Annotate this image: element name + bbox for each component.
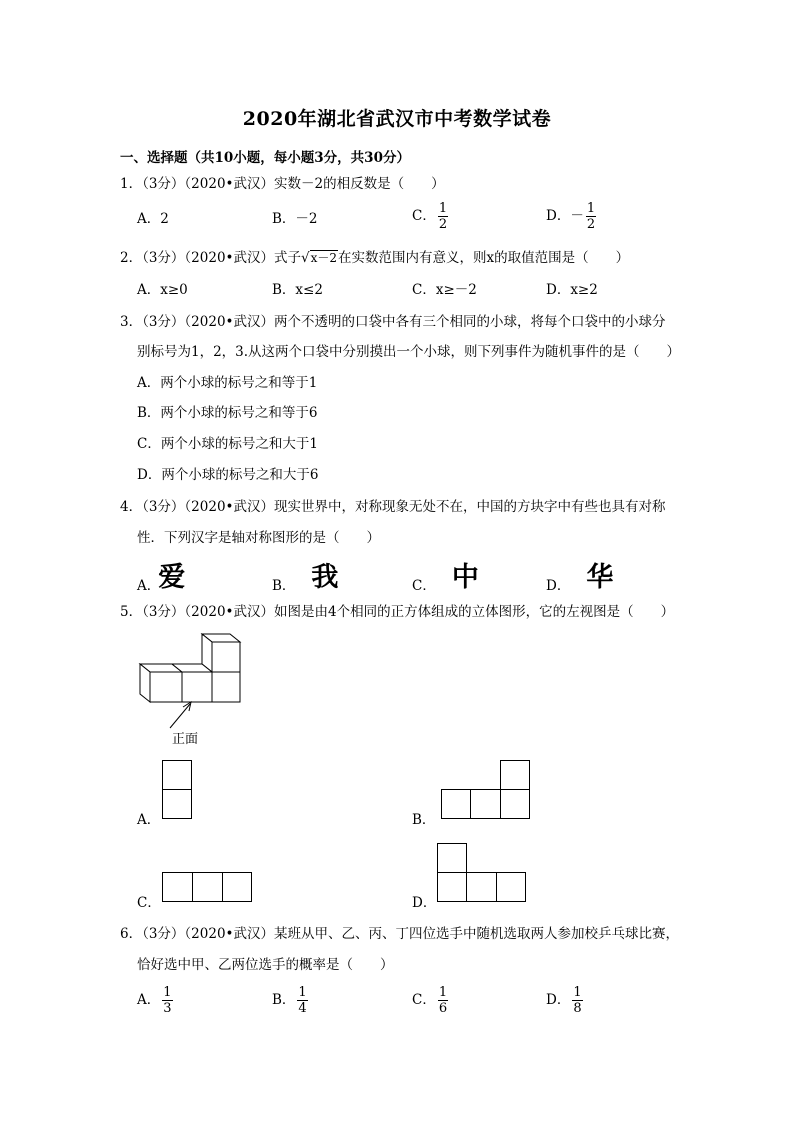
q6-option-a	[137, 985, 173, 1016]
section-heading: 一、选择题（共10小题，每小题3分，共30分）	[120, 150, 410, 166]
fraction-numerator: 1	[438, 985, 448, 1000]
view-square	[162, 760, 192, 790]
view-square	[222, 872, 252, 902]
fraction-numerator: 1	[438, 201, 448, 216]
sqrt-expression	[301, 248, 338, 268]
q1-option-c	[412, 201, 448, 232]
q6-option-a-fraction	[162, 985, 172, 1016]
q2-option-c: C．x≥－2	[412, 282, 477, 298]
page-title: 2020年湖北省武汉市中考数学试卷	[242, 108, 552, 130]
fraction-denominator: 4	[298, 1001, 307, 1016]
question-2-stem	[120, 248, 629, 268]
q6-option-d-label: D．	[546, 992, 571, 1008]
view-square	[500, 760, 530, 790]
question-4-stem-line-2: 性．下列汉字是轴对称图形的是（ ）	[137, 530, 380, 546]
question-1-stem: 1．（3分）（2020•武汉）实数－2的相反数是（ ）	[120, 176, 445, 192]
cube-front-face	[212, 642, 240, 672]
q3-option-d: D．两个小球的标号之和大于6	[137, 467, 319, 483]
q4-option-a-char: 爱	[158, 562, 186, 593]
q5-option-c: C．	[137, 895, 161, 911]
q4-option-d-label: D．	[546, 578, 571, 594]
fraction-denominator: 2	[586, 217, 596, 232]
question-3-stem-line-1: 3．（3分）（2020•武汉）两个不透明的口袋中各有三个相同的小球，将每个口袋中的小球分	[120, 314, 666, 330]
q4-option-d-char: 华	[586, 562, 614, 593]
front-label: 正面	[172, 732, 199, 747]
view-square	[500, 789, 530, 819]
view-square	[162, 872, 193, 902]
question-6-stem-line-2: 恰好选中甲、乙两位选手的概率是（ ）	[137, 957, 394, 973]
question-5-stem: 5．（3分）（2020•武汉）如图是由4个相同的正方体组成的立体图形，它的左视图是（ ）	[120, 604, 675, 620]
q3-option-a: A．两个小球的标号之和等于1	[137, 375, 318, 391]
q1-option-a: A．2	[137, 211, 169, 227]
view-square	[192, 872, 223, 902]
q4-option-a-label: A．	[137, 578, 161, 594]
q4-option-b-char: 我	[311, 562, 339, 593]
q4-option-b	[272, 562, 339, 596]
radicand: x－2	[310, 251, 338, 265]
q1-option-b: B．－2	[272, 211, 318, 227]
fraction-numerator: 1	[586, 201, 596, 216]
fraction-numerator: 1	[163, 985, 172, 1000]
fraction-denominator: 6	[438, 1001, 448, 1016]
fraction-numerator: 1	[298, 985, 307, 1000]
question-4-stem-line-1: 4．（3分）（2020•武汉）现实世界中，对称现象无处不在，中国的方块字中有些也具有对称	[120, 499, 666, 515]
arrowhead-icon	[183, 702, 191, 711]
q6-option-d	[546, 985, 583, 1016]
fraction-denominator: 8	[573, 1001, 582, 1016]
q6-option-c	[412, 985, 448, 1016]
cube-solid-figure	[130, 630, 250, 730]
q4-option-b-label: B．	[272, 578, 296, 594]
sqrt-sign-icon: √	[301, 250, 310, 266]
cube-front-face	[182, 672, 212, 702]
q4-option-a	[137, 562, 186, 596]
q1-option-c-fraction	[438, 201, 448, 232]
q5-option-b: B．	[412, 812, 436, 828]
view-square	[496, 872, 526, 902]
cube-front-face	[212, 672, 240, 702]
q3-option-c: C．两个小球的标号之和大于1	[137, 436, 318, 452]
q4-option-c	[412, 562, 479, 596]
q1-option-d-label: D．－	[546, 208, 584, 224]
q1-option-d	[546, 201, 596, 232]
fraction-denominator: 2	[438, 217, 448, 232]
view-square	[162, 789, 192, 819]
q4-option-c-char: 中	[451, 562, 479, 593]
q1-option-d-fraction	[586, 201, 596, 232]
q4-option-c-label: C．	[412, 578, 436, 594]
view-square	[437, 843, 467, 873]
q6-option-c-label: C．	[412, 992, 436, 1008]
q6-option-d-fraction	[572, 985, 582, 1016]
q2-stem-post: 在实数范围内有意义，则x的取值范围是（ ）	[338, 250, 630, 266]
q6-option-c-fraction	[438, 985, 448, 1016]
q2-option-d: D．x≥2	[546, 282, 598, 298]
q2-option-a: A．x≥0	[137, 282, 188, 298]
view-square	[466, 872, 497, 902]
question-6-stem-line-1: 6．（3分）（2020•武汉）某班从甲、乙、丙、丁四位选手中随机选取两人参加校乒乓球比赛，	[120, 926, 679, 942]
view-square	[470, 789, 501, 819]
question-3-stem-line-2: 别标号为1，2，3.从这两个口袋中分别摸出一个小球，则下列事件为随机事件的是（ ）	[137, 344, 681, 360]
view-square	[437, 872, 467, 902]
q5-option-d: D．	[412, 895, 437, 911]
arrow-icon	[170, 704, 190, 728]
q3-option-b: B．两个小球的标号之和等于6	[137, 405, 318, 421]
q6-option-b	[272, 985, 308, 1016]
view-square	[441, 789, 471, 819]
cube-front-face	[150, 672, 182, 702]
q4-option-d	[546, 562, 614, 596]
fraction-numerator: 1	[573, 985, 582, 1000]
q1-option-c-label: C．	[412, 208, 436, 224]
q2-stem-pre: 2．（3分）（2020•武汉）式子	[120, 250, 301, 266]
q2-option-b: B．x≤2	[272, 282, 323, 298]
q5-option-a: A．	[137, 812, 161, 828]
fraction-denominator: 3	[163, 1001, 172, 1016]
q6-option-a-label: A．	[137, 992, 161, 1008]
q6-option-b-label: B．	[272, 992, 296, 1008]
q6-option-b-fraction	[297, 985, 307, 1016]
